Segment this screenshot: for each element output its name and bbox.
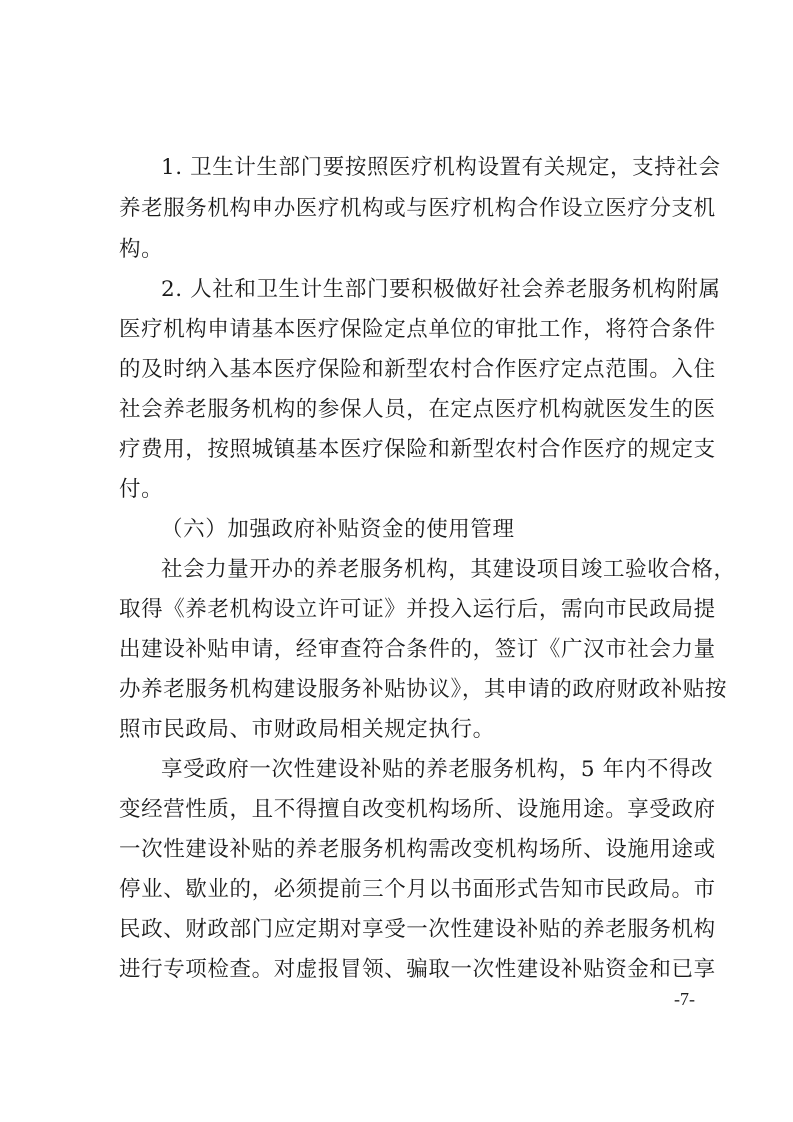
text-line-9: 付。 (119, 477, 164, 502)
text-line-1: 1. 卫生计生部门要按照医疗机构设置有关规定，支持社会 (161, 155, 721, 180)
text-line-7: 社会养老服务机构的参保人员，在定点医疗机构就医发生的医 (119, 397, 716, 422)
text-line-17: 变经营性质，且不得擅自改变机构场所、设施用途。享受政府 (119, 797, 716, 822)
text-line-12: 取得《养老机构设立许可证》并投入运行后，需向市民政局提 (119, 597, 716, 622)
text-line-6: 的及时纳入基本医疗保险和新型农村合作医疗定点范围。入住 (119, 357, 716, 382)
text-line-20: 民政、财政部门应定期对享受一次性建设补贴的养老服务机构 (119, 917, 716, 942)
text-line-5: 医疗机构申请基本医疗保险定点单位的审批工作，将符合条件 (119, 317, 716, 342)
text-line-2: 养老服务机构申办医疗机构或与医疗机构合作设立医疗分支机 (119, 196, 716, 221)
text-line-21: 进行专项检查。对虚报冒领、骗取一次性建设补贴资金和已享 (119, 957, 716, 982)
page-number: -7- (674, 989, 695, 1009)
text-line-4: 2. 人社和卫生计生部门要积极做好社会养老服务机构附属 (161, 277, 721, 302)
text-line-13: 出建设补贴申请，经审查符合条件的，签订《广汉市社会力量 (119, 637, 716, 662)
text-line-16: 享受政府一次性建设补贴的养老服务机构，5 年内不得改 (161, 757, 714, 782)
text-line-8: 疗费用，按照城镇基本医疗保险和新型农村合作医疗的规定支 (119, 437, 716, 462)
text-line-14: 办养老服务机构建设服务补贴协议》，其申请的政府财政补贴按 (119, 677, 728, 702)
text-line-15: 照市民政局、市财政局相关规定执行。 (119, 717, 495, 742)
text-line-3: 构。 (119, 237, 164, 262)
text-line-18: 一次性建设补贴的养老服务机构需改变机构场所、设施用途或 (119, 837, 716, 862)
section-heading: （六）加强政府补贴资金的使用管理 (161, 517, 515, 542)
text-line-11: 社会力量开办的养老服务机构，其建设项目竣工验收合格， (161, 557, 736, 582)
text-line-19: 停业、歇业的，必须提前三个月以书面形式告知市民政局。市 (119, 877, 716, 902)
